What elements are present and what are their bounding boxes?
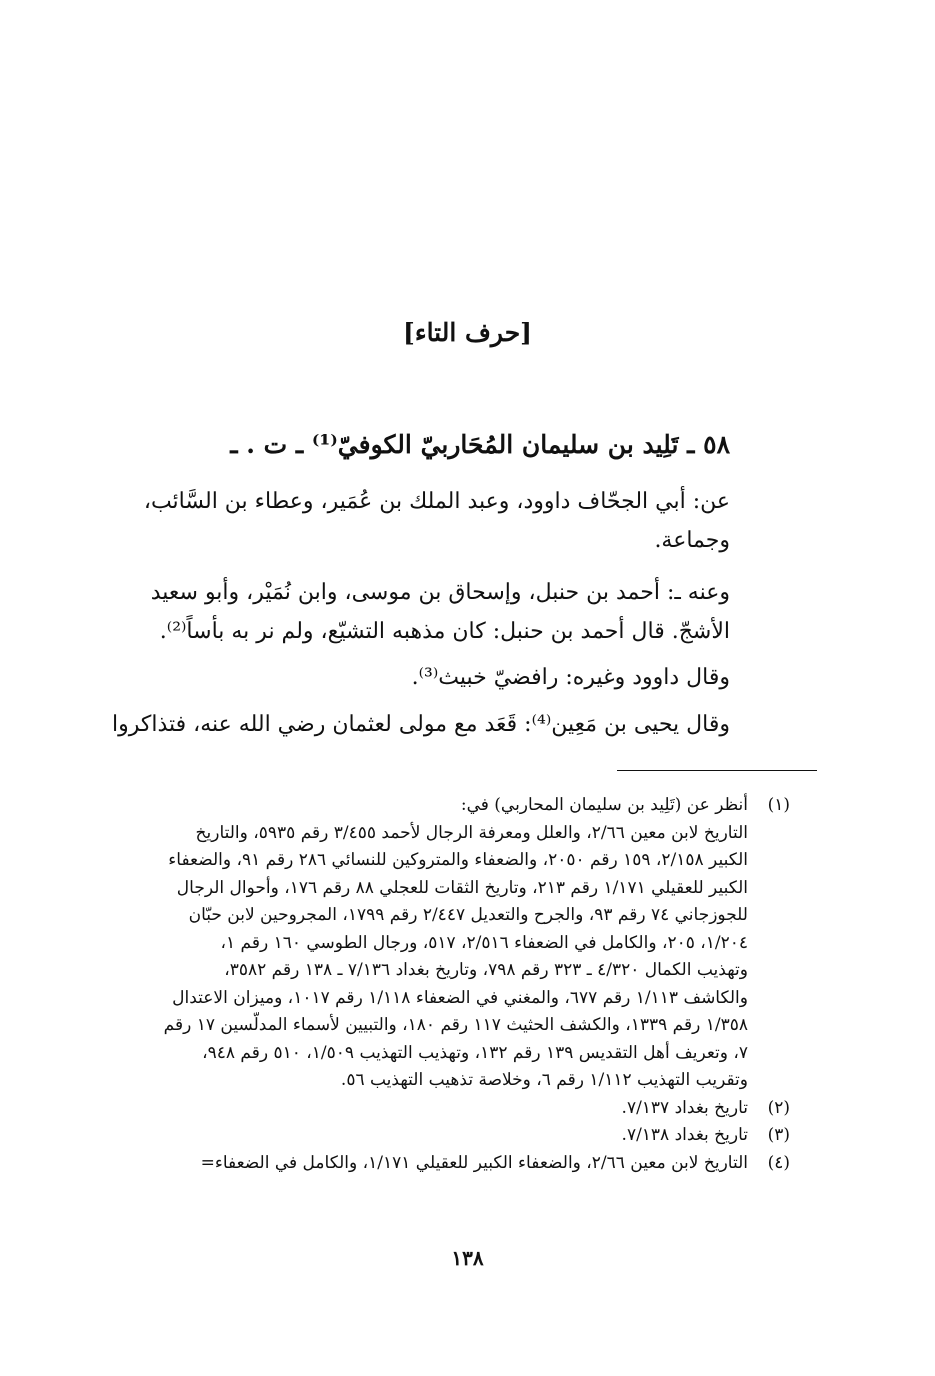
text-line: عن: أبي الجحّاف داوود، وعبد الملك بن عُمَير، وعطاء بن السَّائب، <box>143 489 730 514</box>
chapter-title: [حرف التاء] <box>402 318 532 347</box>
footnote <box>102 1150 790 1178</box>
footnote-number: (٢) <box>767 1097 790 1118</box>
text-line: الأشجّ. قال أحمد بن حنبل: كان مذهبه التشيّع، ولم نر به بأساً⁽²⁾. <box>159 619 730 644</box>
footnote <box>102 1122 790 1150</box>
footnote <box>102 1095 790 1123</box>
footnote-line: ٧، وتعريف أهل التقديس ١٣٩ رقم ١٣٢، وتهذيب التهذيب ١/٥٠٩، ٥١٠ رقم ٩٤٨، <box>202 1042 748 1063</box>
footnote-line: تاريخ بغداد ٧/١٣٨. <box>621 1125 748 1145</box>
footnote-line: أنظر عن (تَلِيد بن سليمان المحاربي) في: <box>460 795 748 815</box>
text-line: وقال يحيى بن مَعِين⁽⁴⁾: قَعَد مع مولى لعثمان رضي الله عنه، فتذاكروا <box>111 712 730 737</box>
footnote-line: والكاشف ١/١١٣ رقم ٦٧٧، والمغني في الضعفاء ١/١١٨ رقم ١٠١٧، وميزان الاعتدال <box>172 987 748 1008</box>
footnote <box>102 792 790 1095</box>
paragraph-yahya <box>102 705 730 744</box>
footnote-body <box>102 1150 748 1178</box>
footnote-line: التاريخ لابن معين ٢/٦٦، والعلل ومعرفة الرجال لأحمد ٣/٤٥٥ رقم ٥٩٣٥، والتاريخ <box>195 822 748 843</box>
footnotes <box>102 792 790 1177</box>
text-line: وجماعة. <box>654 528 730 553</box>
footnote-body <box>102 792 748 1095</box>
footnote-number: (٤) <box>767 1152 790 1173</box>
text-line: وقال داوود وغيره: رافضيّ خبيث⁽³⁾. <box>411 665 730 690</box>
footnote-line: ١/٢٠٤، ٢٠٥، والكامل في الضعفاء ٢/٥١٦، ٥١٧، ورجال الطوسي ١٦٠ رقم ١، <box>220 932 748 953</box>
footnote-number: (٣) <box>767 1125 790 1145</box>
paragraph-teachers <box>102 482 730 560</box>
entry-heading: ٥٨ ـ تَلِيد بن سليمان المُحَاربيّ الكوفيّ⁽¹⁾ ـ ت . ـ <box>230 430 730 459</box>
page-number: ١٣٨ <box>451 1246 484 1270</box>
footnote-body <box>102 1122 748 1150</box>
footnote-line: للجوزجاني ٧٤ رقم ٩٣، والجرح والتعديل ٢/٤٤٧ رقم ١٧٩٩، المجروحين لابن حبّان <box>188 905 748 925</box>
footnote-body <box>102 1095 748 1123</box>
footnote-separator <box>617 770 817 771</box>
footnote-line: الكبير ٢/١٥٨، ١٥٩ رقم ٢٠٥٠، والضعفاء والمتروكين للنسائي ٢٨٦ رقم ٩١، والضعفاء <box>168 850 748 870</box>
paragraph-students <box>102 573 730 651</box>
footnote-line: الكبير للعقيلي ١/١٧١ رقم ٢١٣، وتاريخ الثقات للعجلي ٨٨ رقم ١٧٦، وأحوال الرجال <box>176 877 748 898</box>
footnote-line: ١/٣٥٨ رقم ١٣٣٩، والكشف الحثيث ١١٧ رقم ١٨٠، والتبيين لأسماء المدلّسين ١٧ رقم <box>163 1015 748 1035</box>
footnote-line: تاريخ بغداد ٧/١٣٧. <box>621 1097 748 1118</box>
text-line: وعنه ـ: أحمد بن حنبل، وإسحاق بن موسى، وابن نُمَيْر، وأبو سعيد <box>150 580 730 605</box>
footnote-number: (١) <box>767 795 790 815</box>
paragraph-dawud <box>102 658 730 697</box>
footnote-line: التاريخ لابن معين ٢/٦٦، والضعفاء الكبير للعقيلي ١/١٧١، والكامل في الضعفاء= <box>200 1152 748 1173</box>
footnote-line: وتهذيب الكمال ٤/٣٢٠ ـ ٣٢٣ رقم ٧٩٨، وتاريخ بغداد ٧/١٣٦ ـ ١٣٨ رقم ٣٥٨٢، <box>224 960 748 980</box>
footnote-line: وتقريب التهذيب ١/١١٢ رقم ٦، وخلاصة تذهيب التهذيب ٥٦. <box>340 1070 748 1090</box>
